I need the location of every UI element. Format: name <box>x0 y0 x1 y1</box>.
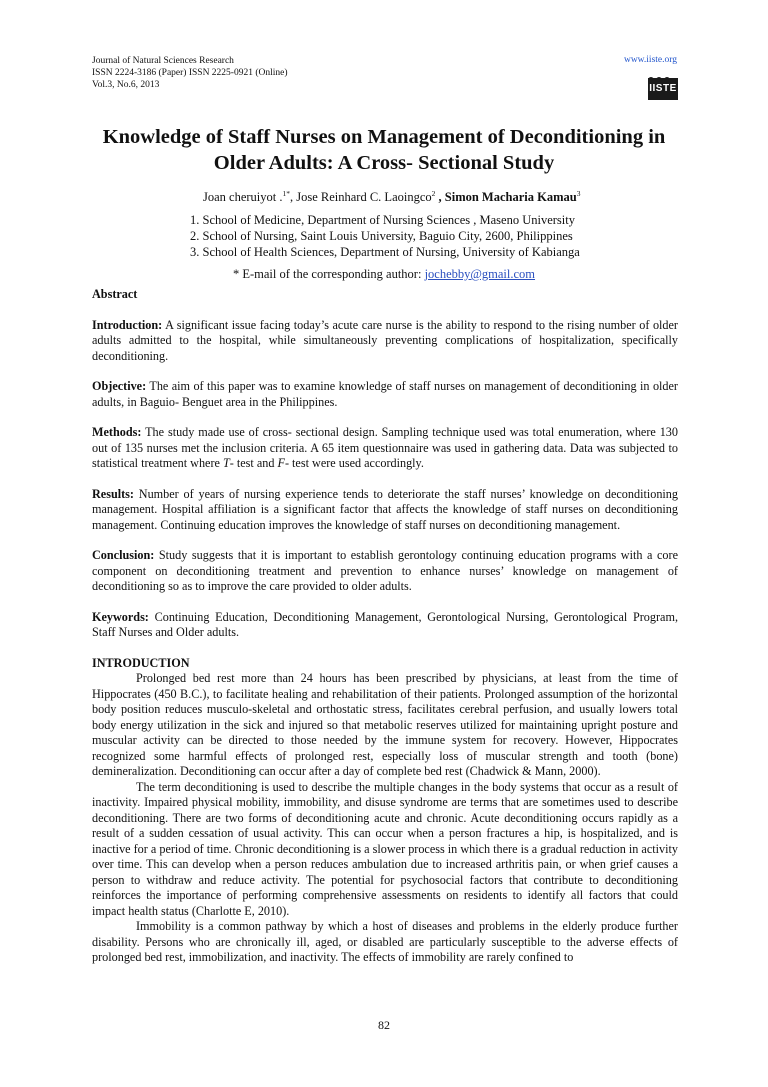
author-1: Joan cheruiyot . <box>203 190 283 204</box>
author-line: Joan cheruiyot .$^{1*}$, Jose Reinhard C. Laoingco$^2$ , Simon Macharia Kamau$^3$ <box>203 188 581 204</box>
intro-paragraph-2: The term deconditioning is used to describe the multiple changes in the body systems that occur as a result of inactivity. Impaired physical mobility, immobility, and disuse syndrome are terms that are sometimes used to describe deconditioning. There are two forms of deconditioning acute and chronic. Acute deconditioning occurs rapidly as a result of a sudden cessation of usual activity. This can occur when a person fractures a hip, is hospitalized, and is inactive for a period of time. Chronic deconditioning is a slower process in which there is a gradual reduction in activity over time. This can develop when a person reduces ambulation due to increased arthritis pain, or when grief causes a person to withdraw and reduce activity. The potential for psychosocial factors that contribute to deconditioning reinforces the importance of performing comprehensive assessments on residents to identify all factors that could impact health status (Charlotte E, 2010). <box>92 779 678 918</box>
iiste-logo: IISTE <box>648 78 678 100</box>
author-2: , Jose Reinhard C. Laoingco <box>290 190 432 204</box>
logo-dots <box>648 70 678 78</box>
keywords: Keywords: Continuing Education, Deconditioning Management, Gerontological Nursing, Gerontological Program, Staff Nurses and Older adults. <box>92 609 678 639</box>
author-3: , Simon Macharia Kamau <box>435 190 577 204</box>
page-number: 82 <box>378 1018 390 1032</box>
journal-name: Journal of Natural Sciences Research <box>92 56 234 66</box>
intro-paragraph-1: Prolonged bed rest more than 24 hours has been prescribed by physicians, at least from the time of Hippocrates (450 B.C.), to facilitate healing and rehabilitation of their patients. Prolonged assumption of the horizontal body position reduces musculo-skeletal and orthostatic stress, facilitates cerebral perfusion, and usually lowers total body energy utilization in the sick and injured so that metabolic reserves utilized for maintaining upright posture and muscular activity can be directed to those needed by the immune system for recovery. However, Hippocrates recognized some harmful effects of prolonged rest, especially loss of muscular strength and tooth (bone) demineralization. Deconditioning can occur after a day of complete bed rest (Chadwick & Mann, 2000). <box>92 671 678 778</box>
paper-title: Knowledge of Staff Nurses on Management of Deconditioning in Older Adults: A Cross- Sectional Study <box>102 126 666 174</box>
abstract-heading: Abstract <box>92 287 138 301</box>
issn: ISSN 2224-3186 (Paper) ISSN 2225-0921 (Online) <box>92 68 288 78</box>
abstract-objective: Objective: The aim of this paper was to examine knowledge of staff nurses on management of deconditioning in older adults, in Baguio- Benguet area in the Philippines. <box>92 379 678 409</box>
volume: Vol.3, No.6, 2013 <box>92 80 160 90</box>
corresponding-email: * E-mail of the corresponding author: jochebby@gmail.com <box>232 267 536 281</box>
email-link[interactable]: jochebby@gmail.com <box>424 267 536 281</box>
affiliation-3: 3. School of Health Sciences, Department of Nursing, University of Kabianga <box>190 245 580 259</box>
journal-header <box>92 55 288 91</box>
introduction-heading: INTRODUCTION <box>92 655 190 670</box>
abstract-conclusion: Conclusion: Study suggests that it is important to establish gerontology continuing education programs with a core component on deconditioning treatment and prevention to enhance nurses’ knowledge on management of deconditioning so as to improve the care provided to older adults. <box>92 548 678 593</box>
abstract-methods: Methods: The study made use of cross- sectional design. Sampling technique used was total enumeration, where 130 out of 135 nurses met the inclusion criteria. A 65 item questionnaire was used in gathering data. Data was subjected to statistical treatment where T- test and F- test were used accordingly. <box>92 425 678 470</box>
affiliation-2: 2. School of Nursing, Saint Louis University, Baguio City, 2600, Philippines <box>190 229 573 243</box>
abstract-introduction: Introduction: A significant issue facing today’s acute care nurse is the ability to respond to the rising number of older adults admitted to the hospital, while simultaneously preventing complications of hospitalization, specifically deconditioning. <box>92 317 678 363</box>
abstract-results: Results: Number of years of nursing experience tends to deteriorate the staff nurses’ knowledge on deconditioning management. Hospital affiliation is a significant factor that affects the knowledge of staff nurses on deconditioning management. Continuing education improves the knowledge of staff nurses on deconditioning management. <box>92 486 678 532</box>
website-link[interactable]: www.iiste.org <box>623 55 677 65</box>
paper-body <box>92 287 678 966</box>
intro-paragraph-3: Immobility is a common pathway by which a host of diseases and problems in the elderly produce further disability. Persons who are chronically ill, aged, or disabled are particularly susceptible to the adverse effects of prolonged bed rest, immobilization, and inactivity. The effects of immobility are rarely confined to <box>92 919 678 964</box>
affiliation-1: 1. School of Medicine, Department of Nursing Sciences , Maseno University <box>190 213 575 227</box>
